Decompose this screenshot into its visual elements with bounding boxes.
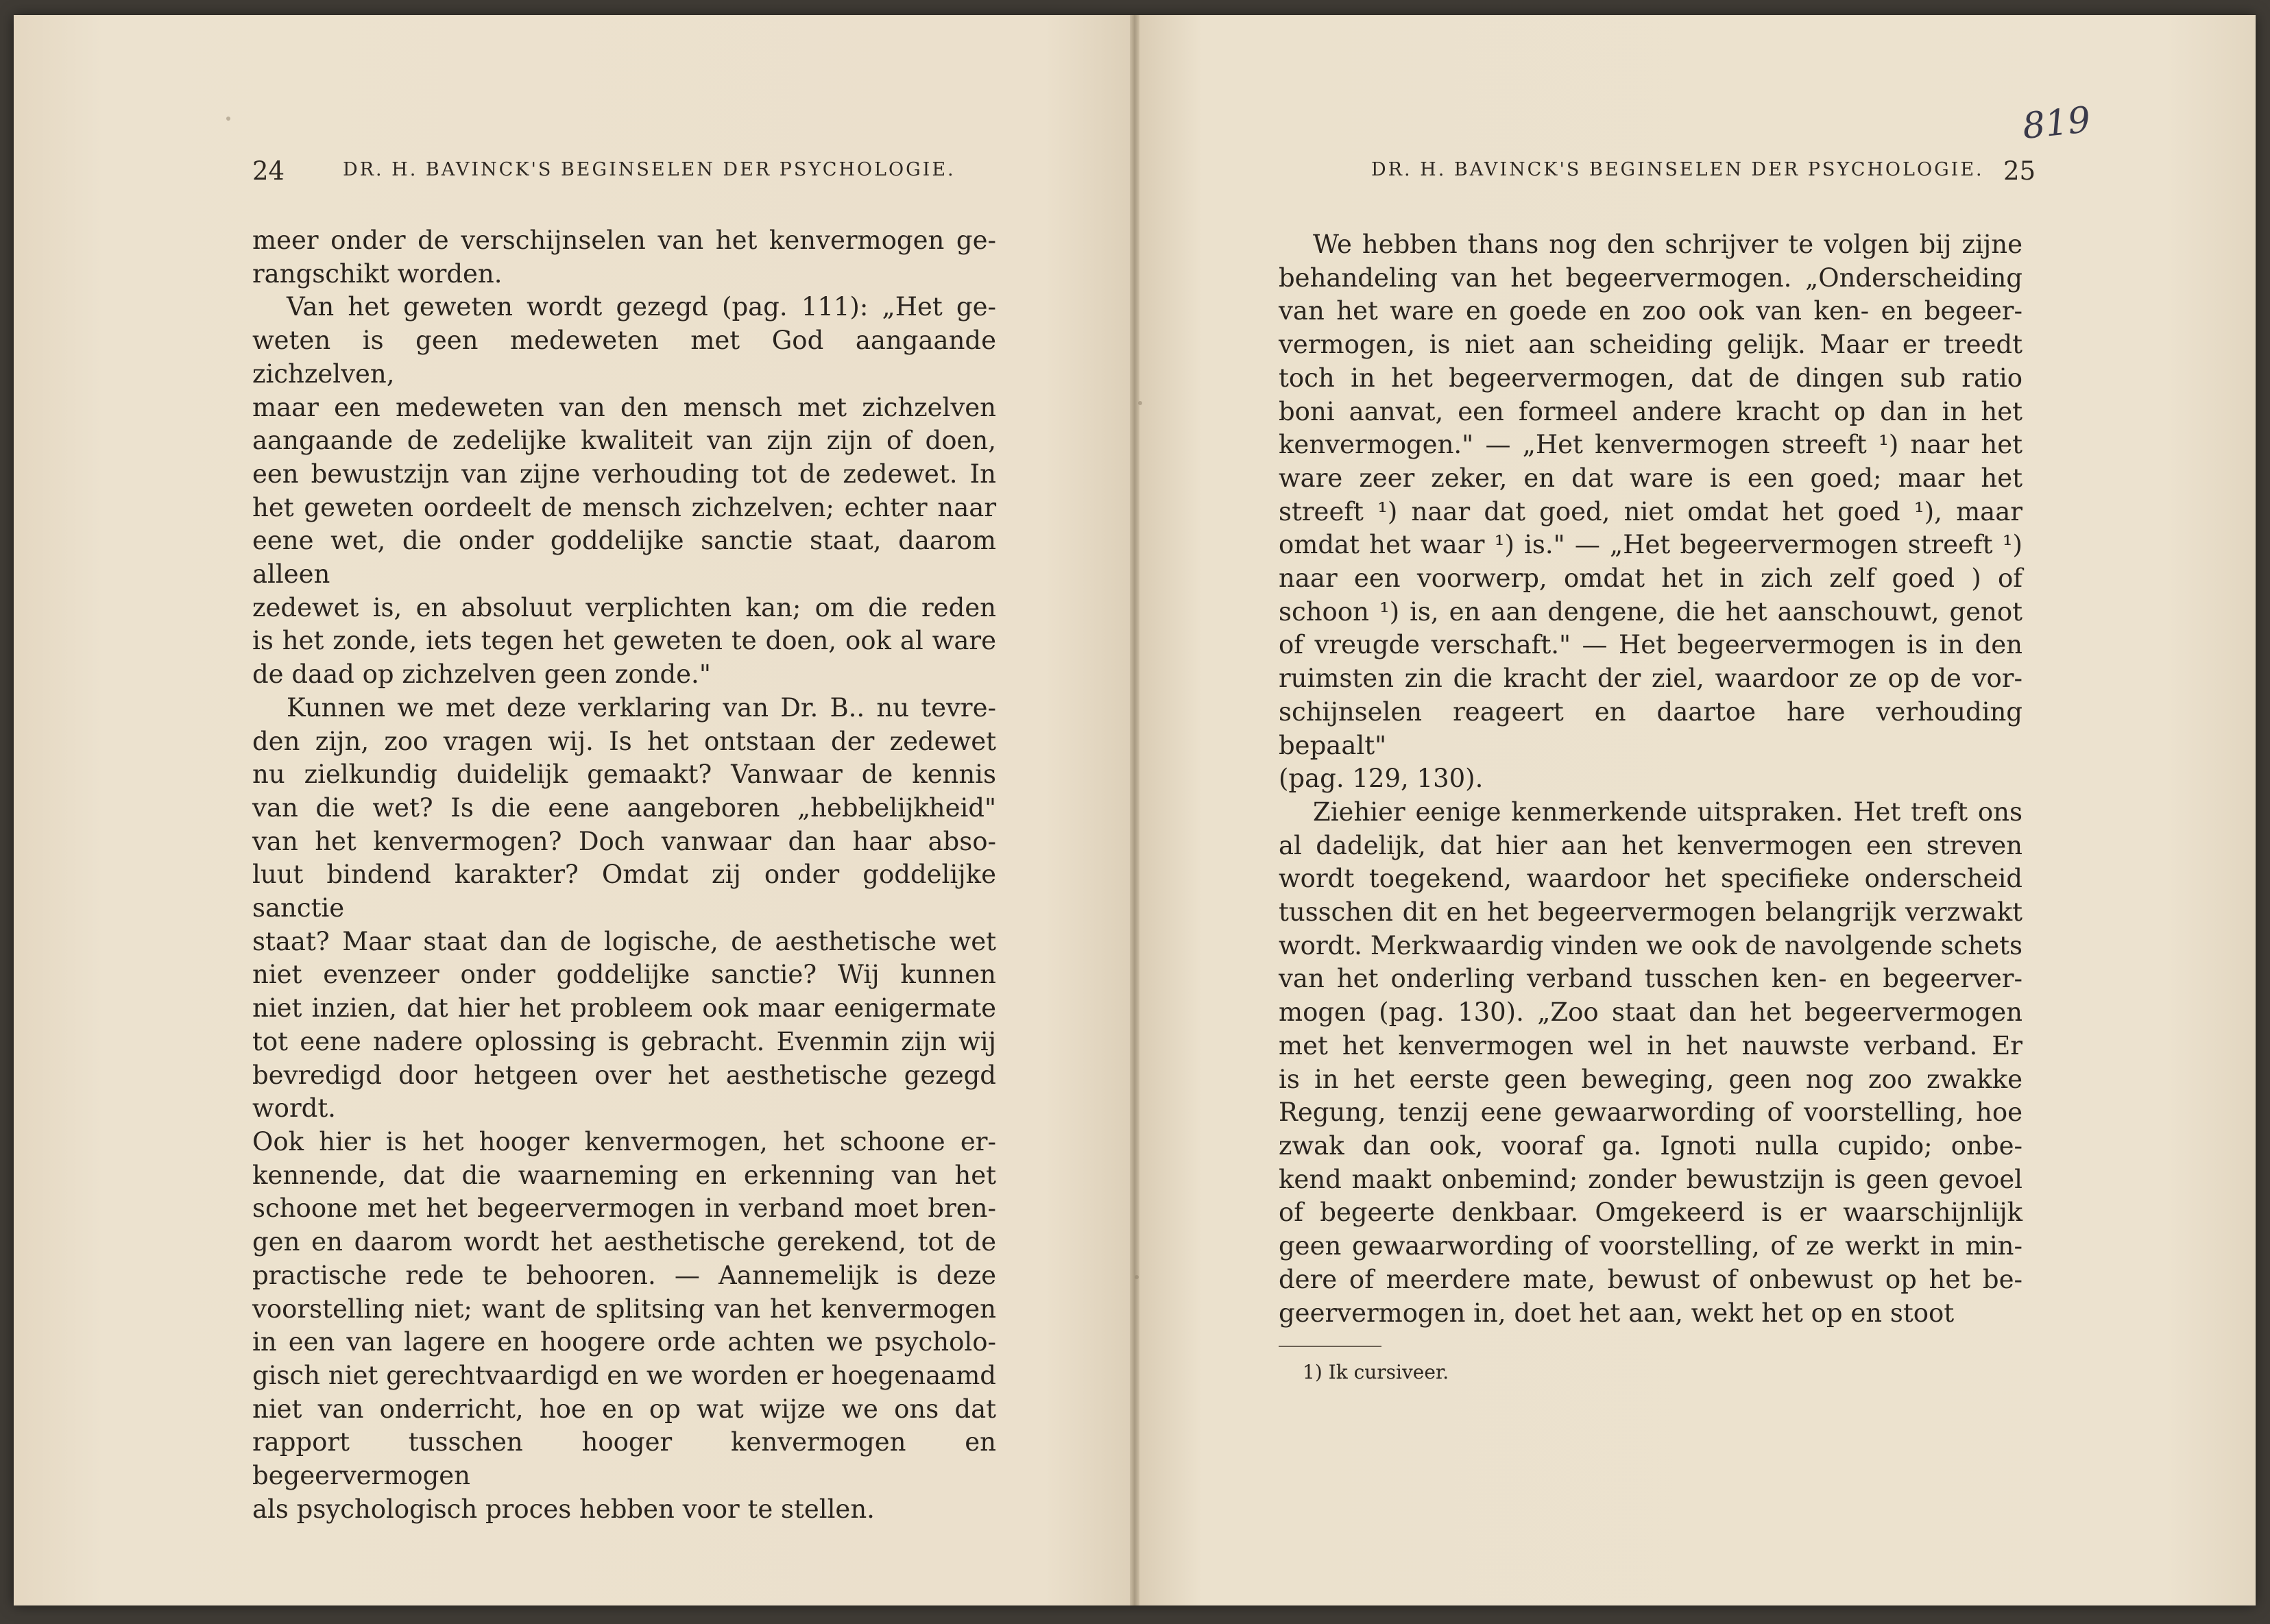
- text-line: mogen (pag. 130). „Zoo staat dan het begeervermogen: [1279, 997, 2023, 1028]
- text-line: tot eene nadere oplossing is gebracht. Evenmin zijn wij: [252, 1026, 996, 1056]
- text-line: is in het eerste geen beweging, geen nog zoo zwakke: [1279, 1064, 2023, 1094]
- text-line: rapport tusschen hooger kenvermogen en begeervermogen: [252, 1427, 996, 1491]
- footnote: 1) Ik cursiveer.: [1303, 1361, 1449, 1383]
- text-line: Van het geweten wordt gezegd (pag. 111): „Het ge-: [287, 292, 996, 322]
- text-line: geen gewaarwording of voorstelling, of ze werkt in min-: [1279, 1231, 2023, 1261]
- paper-speck: [1138, 401, 1142, 405]
- text-line: in een van lagere en hoogere orde achten we psycholo-: [252, 1327, 996, 1357]
- text-line: Ziehier eenige kenmerkende uitspraken. Het treft ons: [1313, 797, 2023, 827]
- text-line: van het onderling verband tusschen ken- en begeerver-: [1279, 964, 2023, 994]
- paper-speck: [1135, 1275, 1139, 1279]
- text-line: Kunnen we met deze verklaring van Dr. B.. nu tevre-: [287, 692, 996, 723]
- text-line: kennende, dat die waarneming en erkenning van het: [252, 1160, 996, 1190]
- paper-speck: [226, 117, 230, 121]
- text-line: ruimsten zin die kracht der ziel, waardoor ze op de vor-: [1279, 664, 2023, 694]
- text-line: naar een voorwerp, omdat het in zich zelf goed ) of: [1279, 563, 2023, 594]
- text-line: gen en daarom wordt het aesthetische gerekend, tot de: [252, 1227, 996, 1257]
- text-line: maar een medeweten van den mensch met zichzelven: [252, 392, 996, 422]
- text-line: de daad op zichzelven geen zonde.": [252, 659, 711, 690]
- text-line: (pag. 129, 130).: [1279, 764, 1484, 794]
- text-line: een bewustzijn van zijne verhouding tot de zedewet. In: [252, 459, 996, 489]
- text-line: tusschen dit en het begeervermogen belangrijk verzwakt: [1279, 897, 2023, 928]
- right-page-header: DR. H. BAVINCK'S BEGINSELEN DER PSYCHOLOGIE.: [1371, 159, 1984, 180]
- text-line: luut bindend karakter? Omdat zij onder goddelijke sanctie: [252, 860, 996, 923]
- text-line: met het kenvermogen wel in het nauwste verband. Er: [1279, 1030, 2023, 1061]
- text-line: of vreugde verschaft." — Het begeervermogen is in den: [1279, 630, 2023, 660]
- text-line: niet van onderricht, hoe en op wat wijze we ons dat: [252, 1394, 996, 1424]
- text-line: wordt toegekend, waardoor het specifieke onderscheid: [1279, 864, 2023, 894]
- text-line: nu zielkundig duidelijk gemaakt? Vanwaar de kennis: [252, 760, 996, 790]
- text-line: van het ware en goede en zoo ook van ken- en begeer-: [1279, 296, 2023, 326]
- text-line: meer onder de verschijnselen van het kenvermogen ge-: [252, 226, 996, 255]
- text-line: rangschikt worden.: [252, 258, 503, 289]
- left-page-header: DR. H. BAVINCK'S BEGINSELEN DER PSYCHOLOGIE.: [343, 159, 956, 180]
- text-line: gisch niet gerechtvaardigd en we worden er hoegenaamd: [252, 1360, 996, 1390]
- text-line: streeft ¹) naar dat goed, niet omdat het goed ¹), maar: [1279, 496, 2023, 526]
- text-line: geervermogen in, doet het aan, wekt het op en stoot: [1279, 1298, 1955, 1328]
- text-line: practische rede te behooren. — Aannemelijk is deze: [252, 1260, 996, 1290]
- text-line: van het kenvermogen? Doch vanwaar dan haar abso-: [252, 826, 996, 856]
- text-line: al dadelijk, dat hier aan het kenvermogen een streven: [1279, 830, 2023, 860]
- text-line: of begeerte denkbaar. Omgekeerd is er waarschijnlijk: [1279, 1198, 2023, 1228]
- text-line: eene wet, die onder goddelijke sanctie staat, daarom alleen: [252, 526, 996, 590]
- text-line: niet inzien, dat hier het probleem ook maar eenigermate: [252, 993, 996, 1023]
- right-page-body: [1279, 228, 2023, 1330]
- text-line: kend maakt onbemind; zonder bewustzijn is geen gevoel: [1279, 1164, 2023, 1194]
- text-line: ware zeer zeker, en dat ware is een goed; maar het: [1279, 463, 2023, 493]
- book-gutter: [1130, 15, 1139, 1605]
- text-line: zedewet is, en absoluut verplichten kan; om die reden: [252, 592, 996, 622]
- text-line: den zijn, zoo vragen wij. Is het ontstaan der zedewet: [252, 726, 996, 756]
- text-line: toch in het begeervermogen, dat de dingen sub ratio: [1279, 363, 2023, 393]
- text-line: aangaande de zedelijke kwaliteit van zijn zijn of doen,: [252, 426, 996, 456]
- text-line: niet evenzeer onder goddelijke sanctie? Wij kunnen: [252, 960, 996, 990]
- text-line: kenvermogen." — „Het kenvermogen streeft ¹) naar het: [1279, 430, 2023, 460]
- left-page-body: [252, 224, 996, 1526]
- text-line: boni aanvat, een formeel andere kracht op dan in het: [1279, 396, 2023, 426]
- text-line: vermogen, is niet aan scheiding gelijk. Maar er treedt: [1279, 330, 2023, 360]
- text-line: bevredigd door hetgeen over het aesthetische gezegd wordt.: [252, 1060, 996, 1124]
- text-line: voorstelling niet; want de splitsing van het kenvermogen: [252, 1294, 996, 1324]
- handwritten-page-note: 819: [2020, 99, 2093, 148]
- text-line: behandeling van het begeervermogen. „Onderscheiding: [1279, 263, 2023, 293]
- text-line: staat? Maar staat dan de logische, de aesthetische wet: [252, 926, 996, 956]
- text-line: We hebben thans nog den schrijver te volgen bij zijne: [1313, 230, 2023, 259]
- text-line: wordt. Merkwaardig vinden we ook de navolgende schets: [1279, 930, 2023, 960]
- text-line: schijnselen reageert en daartoe hare verhouding bepaalt": [1279, 696, 2023, 760]
- text-line: is het zonde, iets tegen het geweten te doen, ook al ware: [252, 626, 996, 656]
- footnote-rule: [1279, 1346, 1381, 1347]
- text-line: het geweten oordeelt de mensch zichzelven; echter naar: [252, 492, 996, 522]
- text-line: weten is geen medeweten met God aangaande zichzelven,: [252, 326, 996, 389]
- left-page-number: 24: [252, 156, 285, 186]
- text-line: van die wet? Is die eene aangeboren „hebbelijkheid": [252, 792, 996, 823]
- text-line: schoon ¹) is, en aan dengene, die het aanschouwt, genot: [1279, 596, 2023, 627]
- text-line: als psychologisch proces hebben voor te stellen.: [252, 1494, 875, 1524]
- right-page-number: 25: [2003, 156, 2036, 186]
- text-line: dere of meerdere mate, bewust of onbewust op het be-: [1279, 1264, 2023, 1294]
- text-line: Regung, tenzij eene gewaarwording of voorstelling, hoe: [1279, 1098, 2023, 1128]
- text-line: schoone met het begeervermogen in verband moet bren-: [252, 1193, 996, 1224]
- text-line: zwak dan ook, vooraf ga. Ignoti nulla cupido; onbe-: [1279, 1130, 2023, 1161]
- text-line: omdat het waar ¹) is." — „Het begeervermogen streeft ¹): [1279, 530, 2023, 560]
- text-line: Ook hier is het hooger kenvermogen, het schoone er-: [252, 1126, 996, 1156]
